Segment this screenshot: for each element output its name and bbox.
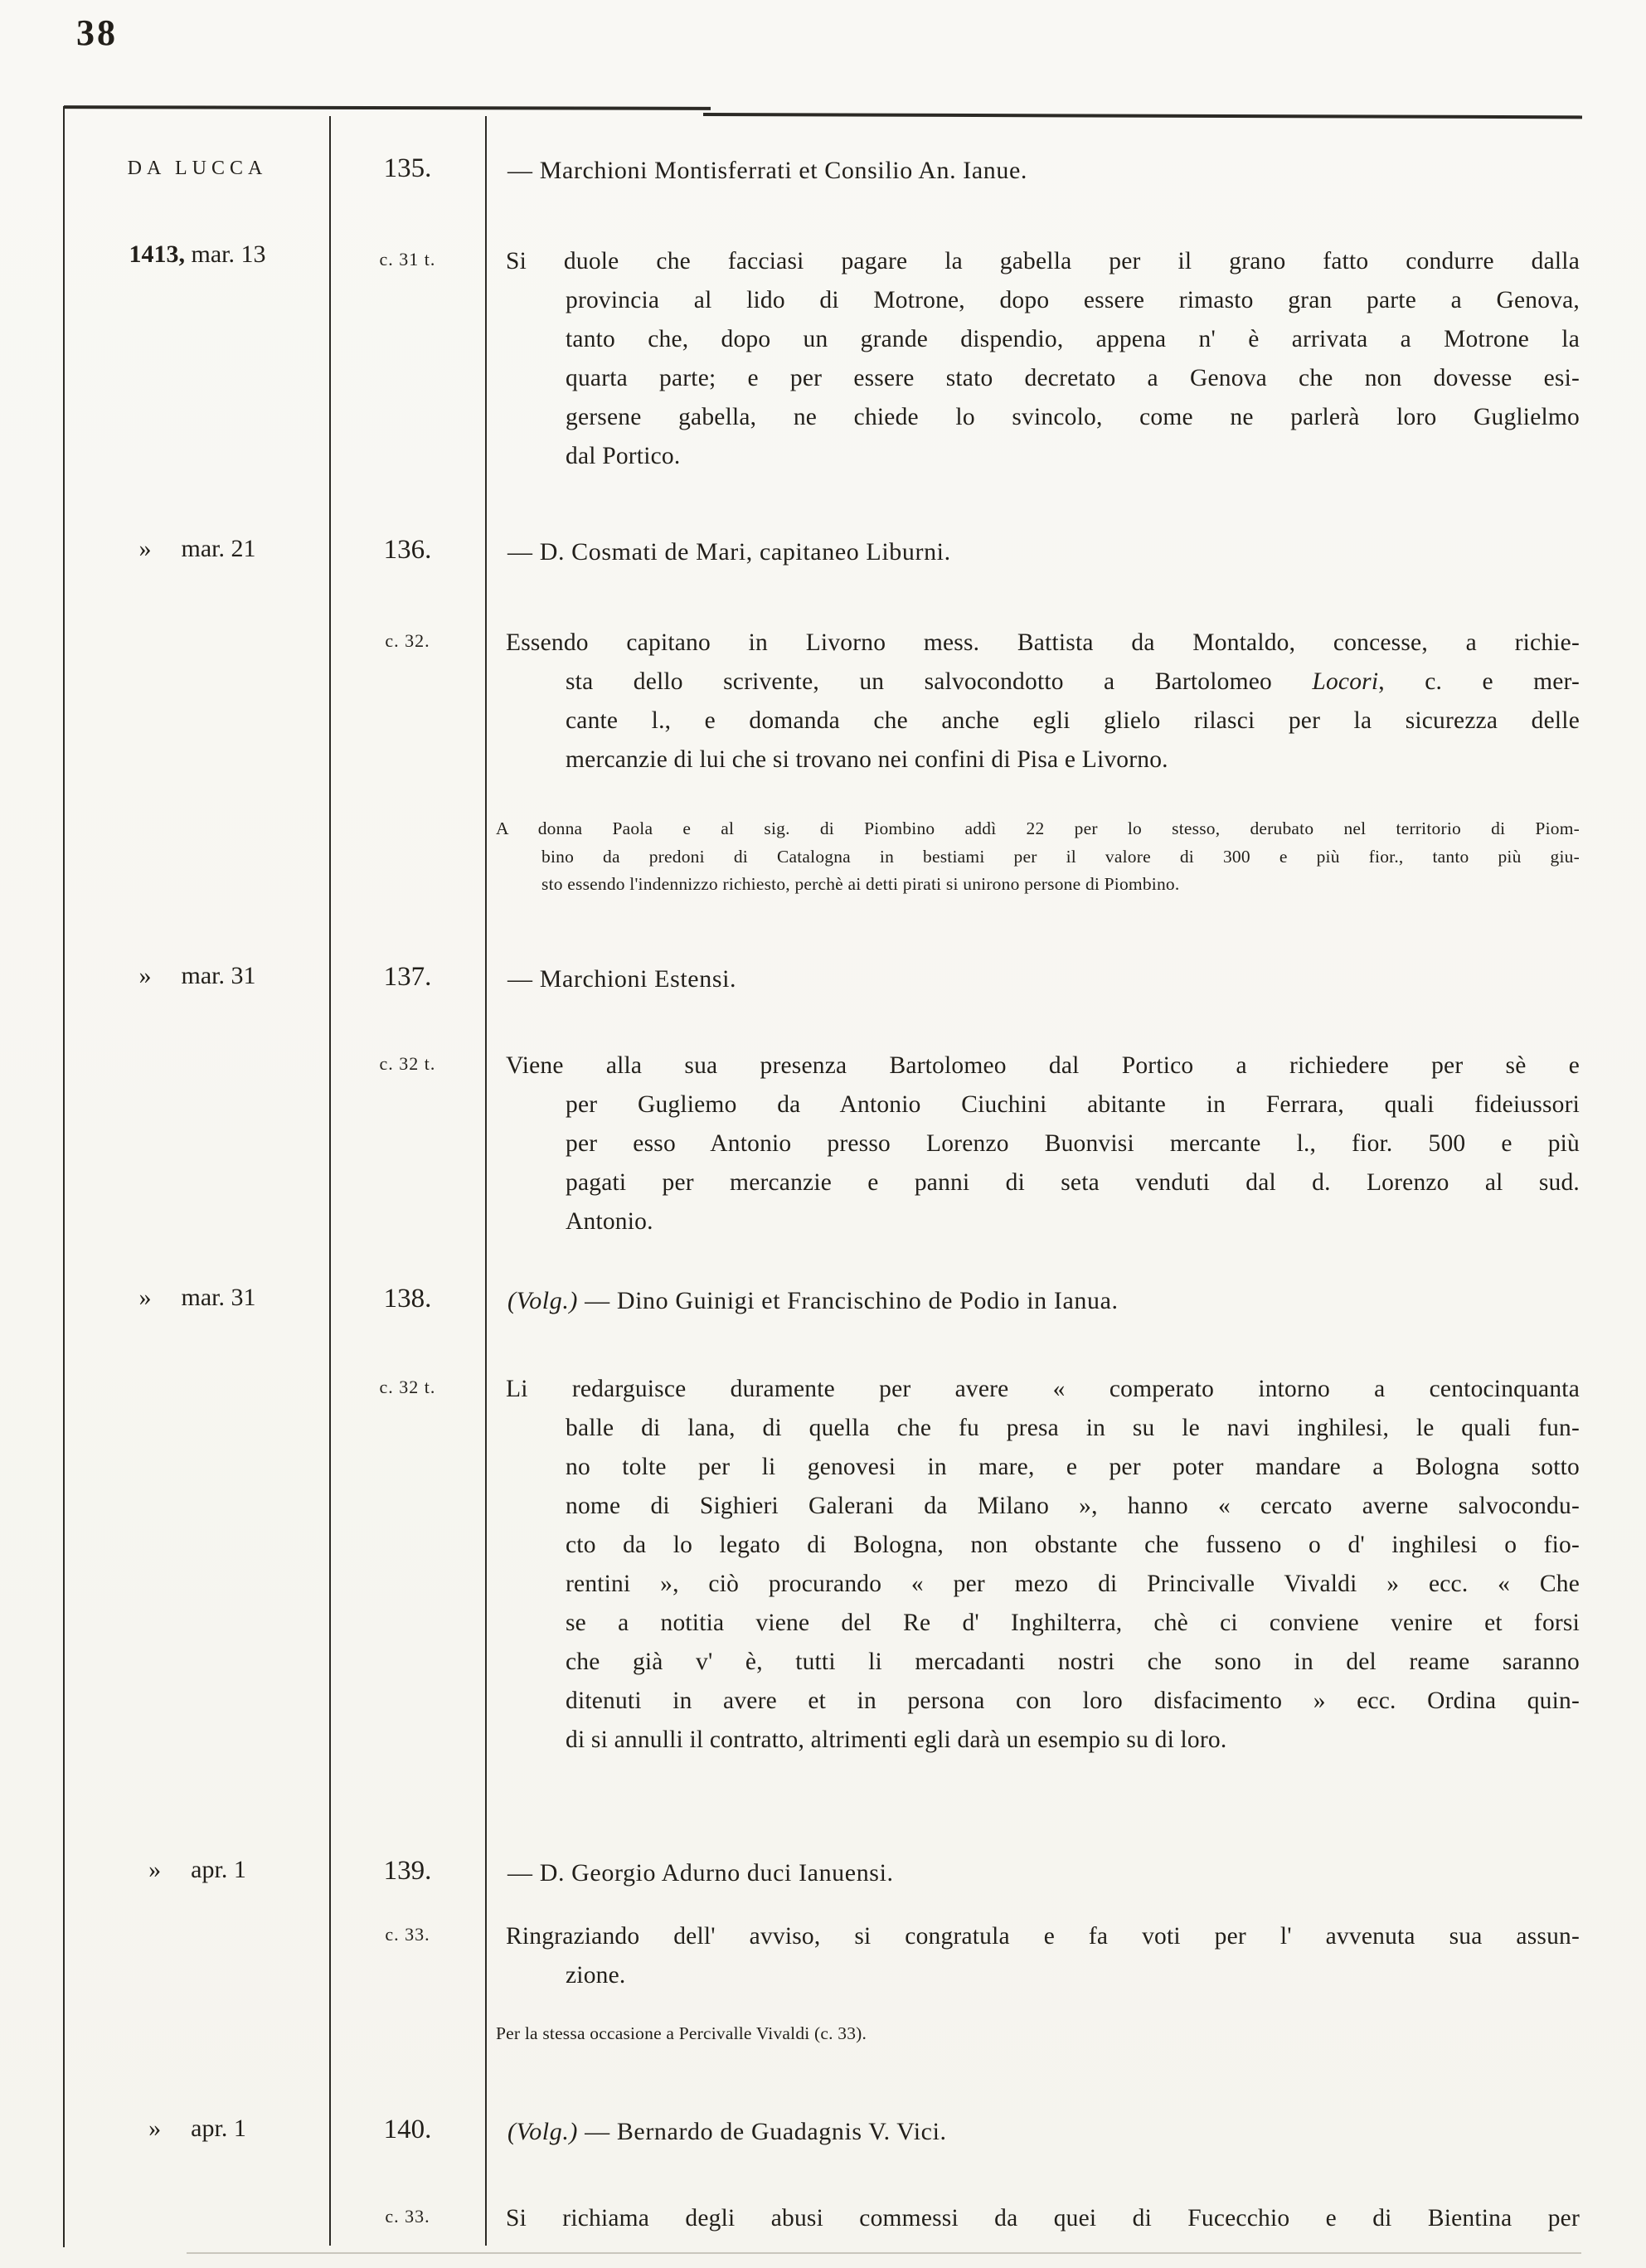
body-line — [506, 2199, 1580, 2238]
entry-folio: c. 32 t. — [379, 1053, 436, 1074]
body-line — [506, 320, 1580, 359]
left-margin-rule — [63, 106, 65, 2247]
text-segment: — Dino Guinigi et Francischino de Podio in Ianua. — [578, 1287, 1119, 1314]
text-segment: di si annulli il contratto, altrimenti egli darà un esempio su di loro. — [566, 1726, 1227, 1753]
entry-body — [506, 1047, 1580, 1241]
text-segment: balle di lana, di quella che fu presa in su le navi inghilesi, le quali fun- — [566, 1415, 1580, 1441]
entry-folio: c. 31 t. — [379, 249, 436, 270]
entry-number: 138. — [383, 1284, 432, 1314]
text-segment: pagati per mercanzie e panni di seta venduti dal d. Lorenzo al sud. — [566, 1169, 1580, 1196]
text-segment: dal Portico. — [566, 443, 681, 469]
entry-folio: c. 32 t. — [379, 1377, 436, 1397]
text-segment: bino da predoni di Catalogna in bestiami per il valore di 300 e più fior., tanto più giu- — [541, 846, 1580, 867]
entry-body — [506, 1370, 1580, 1760]
guillemet-mark: » — [138, 1284, 152, 1311]
guillemet-mark: » — [148, 2115, 162, 2142]
note-line — [496, 815, 1580, 843]
entry-number: 137. — [383, 962, 432, 992]
entry-date-text: mar. 31 — [181, 1284, 256, 1311]
entry-body — [506, 242, 1580, 476]
text-segment: — D. Cosmati de Mari, capitaneo Liburni. — [507, 538, 951, 566]
text-segment: Ringraziando dell' avviso, si congratula e fa voti per l' avvenuta sua assun- — [506, 1923, 1580, 1950]
body-line — [506, 242, 1580, 281]
text-segment: no tolte per li genovesi in mare, e per poter mandare a Bologna sotto — [566, 1454, 1580, 1480]
body-line — [506, 1643, 1580, 1682]
entry-title — [507, 538, 1581, 566]
text-segment: quarta parte; e per essere stato decretato a Genova che non dovesse esi- — [566, 365, 1580, 391]
body-line — [506, 702, 1580, 741]
entry-number: 140. — [383, 2115, 432, 2144]
text-segment: se a notitia viene del Re d' Inghilterra, chè ci conviene venire et forsi — [566, 1610, 1580, 1636]
body-line — [506, 437, 1580, 476]
body-line — [506, 1526, 1580, 1565]
guillemet-mark: » — [138, 962, 152, 989]
body-line — [506, 1917, 1580, 1956]
text-segment: Viene alla sua presenza Bartolomeo dal Portico a richiedere per sè e — [506, 1052, 1580, 1079]
body-line — [506, 1721, 1580, 1760]
entry-folio: c. 33. — [385, 1924, 430, 1945]
body-line — [506, 1682, 1580, 1721]
body-line — [506, 398, 1580, 437]
entry-date — [66, 1856, 329, 1884]
entry-body — [506, 624, 1580, 779]
entry-date — [66, 153, 329, 180]
entry-title — [507, 157, 1581, 185]
body-line — [506, 281, 1580, 320]
text-segment: Essendo capitano in Livorno mess. Battista da Montaldo, concesse, a richie- — [506, 629, 1580, 656]
text-segment: Li redarguisce duramente per avere « comperato intorno a centocinquanta — [506, 1376, 1580, 1402]
entry-date-text: DA LUCCA — [127, 158, 268, 179]
text-segment: mercanzie di lui che si trovano nei confini di Pisa e Livorno. — [566, 746, 1168, 773]
top-rule-left — [64, 105, 711, 110]
page-number: 38 — [76, 12, 118, 53]
entry-folio: c. 33. — [385, 2206, 430, 2227]
body-line — [506, 1202, 1580, 1241]
entry-title — [507, 1287, 1581, 1315]
body-line — [506, 741, 1580, 779]
text-segment: (Volg.) — [507, 1287, 579, 1314]
entry-title — [507, 2118, 1581, 2146]
text-segment: mar. 13 — [185, 240, 266, 268]
body-line — [506, 1047, 1580, 1085]
text-segment: Si duole che facciasi pagare la gabella per il grano fatto condurre dalla — [506, 248, 1580, 274]
text-segment: per esso Antonio presso Lorenzo Buonvisi mercante l., fior. 500 e più — [566, 1130, 1580, 1157]
body-line — [506, 1124, 1580, 1163]
text-segment: ditenuti in avere et in persona con loro disfacimento » ecc. Ordina quin- — [566, 1688, 1580, 1714]
text-segment: — D. Georgio Adurno duci Ianuensi. — [507, 1859, 894, 1887]
body-line — [506, 1448, 1580, 1487]
text-segment: (Volg.) — [507, 2118, 579, 2145]
body-line — [506, 1163, 1580, 1202]
entry-body-date — [66, 240, 329, 269]
body-line — [506, 1409, 1580, 1448]
body-line — [506, 624, 1580, 663]
body-line — [506, 1085, 1580, 1124]
note-line — [496, 843, 1580, 872]
body-line — [506, 359, 1580, 398]
text-segment: sta dello scrivente, un salvocondotto a Bartolomeo — [566, 668, 1313, 695]
note-line — [496, 871, 1580, 899]
text-segment: A donna Paola e al sig. di Piombino addì 22 per lo stesso, derubato nel territorio di Piom- — [496, 818, 1580, 838]
text-segment: — Marchioni Montisferrati et Consilio An. Ianue. — [507, 157, 1028, 184]
body-line — [506, 663, 1580, 702]
entry-number: 139. — [383, 1856, 432, 1886]
entry-title — [507, 1859, 1581, 1887]
entry-date-text: mar. 21 — [181, 535, 256, 562]
text-segment: cante l., e domanda che anche egli glielo rilasci per la sicurezza delle — [566, 707, 1580, 734]
note-line — [496, 2020, 1580, 2048]
text-segment: per Gugliemo da Antonio Ciuchini abitante in Ferrara, quali fideiussori — [566, 1091, 1580, 1118]
entry-date-text: mar. 31 — [181, 962, 256, 989]
text-segment: gersene gabella, ne chiede lo svincolo, come ne parlerà loro Guglielmo — [566, 404, 1580, 430]
body-line — [506, 1956, 1580, 1995]
text-segment: zione. — [566, 1962, 626, 1989]
top-rule-right — [703, 113, 1582, 119]
body-line — [506, 1370, 1580, 1409]
bottom-edge-rule — [187, 2252, 1581, 2254]
entry-date — [66, 535, 329, 563]
body-line — [506, 1604, 1580, 1643]
text-segment: sto essendo l'indennizzo richiesto, perchè ai detti pirati si unirono persone di Piombino. — [541, 874, 1180, 894]
entry-note — [496, 815, 1580, 899]
entry-body — [506, 1917, 1580, 1995]
guillemet-mark: » — [138, 535, 152, 562]
entry-date — [66, 2115, 329, 2143]
entry-number: 136. — [383, 535, 432, 565]
text-segment: , c. e mer- — [1378, 668, 1580, 695]
column-divider-number-text — [485, 116, 487, 2246]
entry-body — [506, 2199, 1580, 2238]
text-segment: — Bernardo de Guadagnis V. Vici. — [578, 2118, 947, 2145]
entry-date — [66, 1284, 329, 1312]
entry-date — [66, 962, 329, 990]
text-segment: rentini », ciò procurando « per mezo di Princivalle Vivaldi » ecc. « Che — [566, 1571, 1580, 1597]
entry-date-text: apr. 1 — [191, 1856, 246, 1883]
text-segment: — Marchioni Estensi. — [507, 965, 737, 993]
text-segment: provincia al lido di Motrone, dopo essere rimasto gran parte a Genova, — [566, 287, 1580, 313]
column-divider-date-number — [329, 116, 331, 2246]
body-line — [506, 1565, 1580, 1604]
text-segment: Si richiama degli abusi commessi da quei di Fucecchio e di Bientina per — [506, 2205, 1580, 2232]
text-segment: nome di Sighieri Galerani da Milano », hanno « cercato averne salvocondu- — [566, 1493, 1580, 1519]
text-segment: Per la stessa occasione a Percivalle Vivaldi (c. 33). — [496, 2023, 867, 2043]
body-line — [506, 1487, 1580, 1526]
text-segment: cto da lo legato di Bologna, non obstante che fusseno o d' inghilesi o fio- — [566, 1532, 1580, 1558]
entry-number: 135. — [383, 153, 432, 183]
text-segment: 1413, — [129, 240, 185, 268]
text-segment: Locori — [1312, 668, 1379, 695]
entry-note — [496, 2020, 1580, 2048]
guillemet-mark: » — [148, 1856, 162, 1883]
text-segment: tanto che, dopo un grande dispendio, appena n' è arrivata a Motrone la — [566, 326, 1580, 352]
text-segment: Antonio. — [566, 1208, 653, 1235]
entry-title — [507, 965, 1581, 993]
entry-folio: c. 32. — [385, 630, 430, 651]
entry-date-text: apr. 1 — [191, 2115, 246, 2142]
text-segment: che già v' è, tutti li mercadanti nostri che sono in del reame saranno — [566, 1649, 1580, 1675]
